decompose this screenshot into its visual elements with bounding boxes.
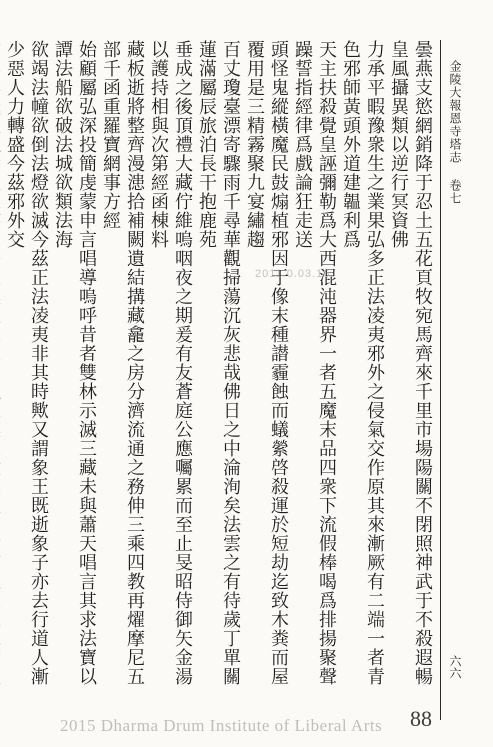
text-column: 曇燕支慾網銷降于忍土五花頁牧宛馬齊來千里市場陽關不閉照神武于不殺遐暢皇風攝異類以逆行冥資佛 [388,40,433,686]
text-column: 百丈瓊臺漂寄驟雨千尋華觀掃蕩沉灰悲哉佛日之中淪洵矣法雲之有待歲丁單關蓮滿屬辰旅泊長干抱鹿苑 [196,40,241,686]
page-number: 六六 [448,655,462,679]
watermark-code: 2011.0.03.16 [255,268,331,280]
scan-page-number: 88 [410,706,432,731]
header-rule [440,40,441,720]
text-column: 始顧屬弘深投簡虔蒙申言唱導嗚呼昔者雙林示滅三藏未與蕭天唱言其求法寶以譚法船欲破法城欲類法海 [52,40,97,686]
institution-watermark: 2015 Dharma Drum Institute of Liberal Arts [60,716,383,735]
running-header: 金陵大報恩寺塔志 卷七 [448,60,462,205]
text-column: 力承平暇豫衆生之業果弘多正法凌夷邪外之侵氣交作原其來漸厥有二端一者青色邪師黃頭外道建韞利爲 [340,40,385,686]
text-column: 垂成之後頂禮大藏佇維嗚咽夜之期爰有友蒼庭公應囑累而至止旻昭侍御矢金湯以護持相與次第經函棟料 [148,40,193,686]
body-text [4,40,434,700]
text-column: 天主扶殺覺皇誣彌勒爲大西混沌器界一者五魔末品四衆下流假棒喝爲排揚聚聲躁誓指經律爲戲論狂走送 [292,40,337,686]
text-column: 藏板逝將整齊漫漶拾補闕遺結搆藏龕之房分濟流通之務伸三乘四教再燿摩尼五部千函重羅寶網事方經 [100,40,145,686]
text-column: 頭怪鬼縱橫魔民鼓煽植邪因于像末種譛霾蝕而蟻縈啓殺運於短劫迄致木粪而屋覆用是三精霧聚九宴繡趨 [244,40,289,686]
text-column: 欲竭法幢欲倒法燈欲滅今茲正法凌夷非其時歟又謂象王既逝象子亦去行道人漸少惡人力轉盛今茲邪外交 [4,40,49,686]
text-column [0,40,2,700]
